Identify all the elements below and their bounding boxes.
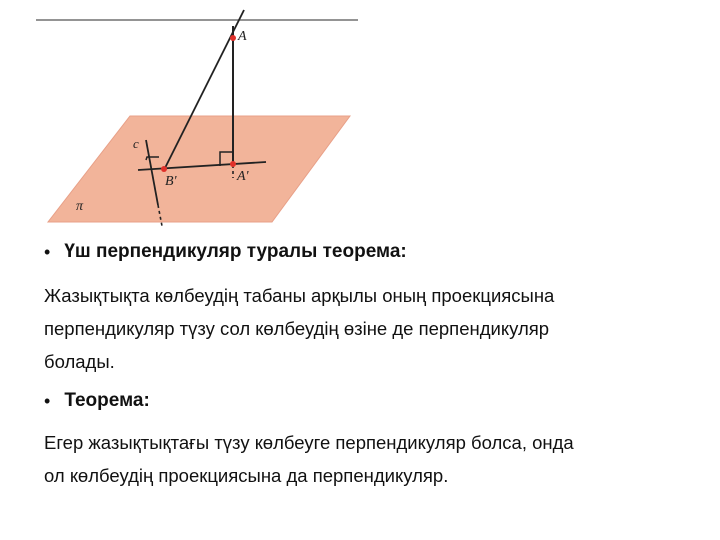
three-perpendiculars-figure bbox=[0, 0, 720, 240]
section1-heading: Үш перпендикуляр туралы теорема: bbox=[64, 241, 407, 262]
bullet: • bbox=[44, 390, 51, 411]
section2-heading: Теорема: bbox=[64, 390, 150, 411]
section2-line: Егер жазықтықтағы түзу көлбеуге перпендикуляр болса, онда bbox=[44, 432, 574, 453]
point-a bbox=[230, 35, 236, 41]
section1-line: Жазықтықта көлбеудің табаны арқылы оның проекциясына bbox=[44, 285, 555, 306]
plane-pi bbox=[48, 116, 350, 222]
section2-heading-row bbox=[44, 390, 150, 412]
section1-heading-row bbox=[44, 241, 407, 263]
label-a-prime: A' bbox=[237, 169, 249, 184]
label-a: A bbox=[238, 29, 247, 44]
section1-paragraph bbox=[44, 279, 704, 378]
section1-line: болады. bbox=[44, 351, 115, 372]
point-b-prime bbox=[161, 166, 167, 172]
section2-paragraph bbox=[44, 426, 704, 492]
point-a-prime bbox=[230, 161, 236, 167]
label-pi: π bbox=[76, 199, 84, 214]
section2-line: ол көлбеудің проекциясына да перпендикуляр. bbox=[44, 465, 449, 486]
label-c: c bbox=[133, 136, 139, 151]
section1-line: перпендикуляр түзу сол көлбеудің өзіне де перпендикуляр bbox=[44, 318, 550, 339]
bullet: • bbox=[44, 241, 51, 262]
label-b-prime: B' bbox=[165, 174, 177, 189]
